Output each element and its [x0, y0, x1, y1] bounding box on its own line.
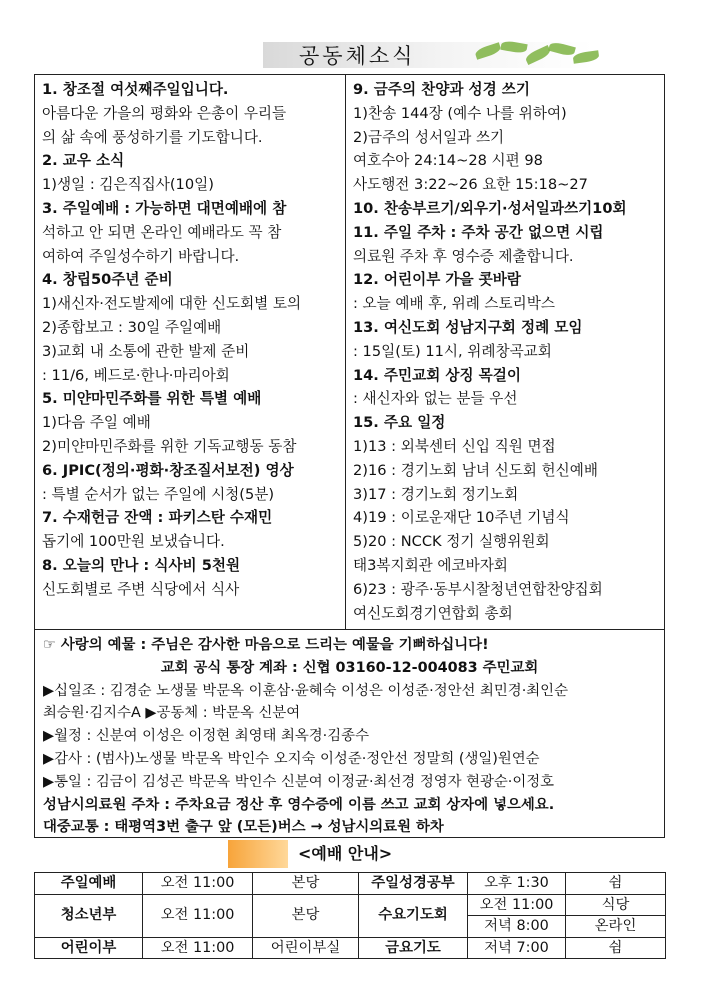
news-line: 3)교회 내 소통에 관한 발제 준비	[42, 342, 250, 360]
service-place: 식당	[566, 894, 666, 916]
tithe-list-continued: 최승원·김지수A ▶공동체 : 박문옥 신분여	[43, 705, 301, 722]
section-title-banner	[263, 38, 613, 70]
news-line: 1)다음 주일 예배	[42, 414, 151, 432]
service-place: 온라인	[566, 916, 666, 938]
service-time: 저녁 7:00	[468, 937, 566, 959]
news-line: 2)16 : 경기노회 남녀 신도회 헌신예배	[353, 461, 598, 479]
news-heading: 3. 주일예배 : 가능하면 대면예배에 참	[42, 199, 287, 217]
news-line: 아름다운 가을의 평화와 은총이 우리들	[42, 104, 287, 122]
service-time: 오전 11:00	[143, 873, 253, 895]
news-line: 신도회별로 주변 식당에서 식사	[42, 580, 240, 598]
offering-notice-box	[34, 630, 665, 838]
service-time: 저녁 8:00	[468, 916, 566, 938]
news-line: : 15일(토) 11시, 위례창곡교회	[353, 342, 552, 360]
service-name: 청소년부	[35, 894, 143, 937]
news-line: 석하고 안 되면 온라인 예배라도 꼭 참	[42, 223, 282, 241]
unification-offering-list: ▶통일 : 김금이 김성곤 박문옥 박인수 신분여 이정균·최선경 정영자 현광순·이정호	[43, 773, 555, 790]
news-line: 1)찬송 144장 (예수 나를 위하여)	[353, 104, 567, 122]
service-name: 어린이부	[35, 937, 143, 959]
bank-account: 교회 공식 통장 계좌 : 신협 03160-12-004083 주민교회	[160, 659, 539, 676]
service-guide-bar	[228, 840, 288, 868]
service-guide-banner	[228, 838, 484, 870]
news-heading: 10. 찬송부르기/외우기·성서일과쓰기10회	[353, 199, 627, 217]
news-line: 1)새신자·전도발제에 대한 신도회별 토의	[42, 295, 302, 313]
offering-heading: ☞ 사랑의 예물 : 주님은 감사한 마음으로 드리는 예물을 기뻐하십니다!	[43, 637, 489, 653]
news-line: 1)생일 : 김은직집사(10일)	[42, 176, 214, 194]
news-line: 여하여 주일성수하기 바랍니다.	[42, 247, 240, 265]
service-time: 오전 11:00	[143, 894, 253, 937]
news-line: 의료원 주차 후 영수증 제출합니다.	[353, 247, 574, 265]
news-heading: 7. 수재헌금 잔액 : 파키스탄 수재민	[42, 509, 273, 527]
table-row	[35, 873, 666, 895]
service-schedule-table	[34, 872, 666, 959]
news-line: 사도행전 3:22~26 요한 15:18~27	[353, 176, 588, 194]
news-line: 돕기에 100만원 보냈습니다.	[42, 533, 225, 551]
service-name: 금요기도	[359, 937, 468, 959]
service-name: 주일예배	[35, 873, 143, 895]
service-place: 쉼	[566, 937, 666, 959]
news-line: 2)종합보고 : 30일 주일예배	[42, 318, 222, 336]
news-heading: 5. 미얀마민주화를 위한 특별 예배	[42, 390, 262, 408]
service-name: 주일성경공부	[359, 873, 468, 895]
news-line: 의 삶 속에 풍성하기를 기도합니다.	[42, 128, 263, 146]
monthly-offering-list: ▶월정 : 신분여 이성은 이정현 최영태 최옥경·김종수	[43, 728, 369, 745]
service-name: 수요기도회	[359, 894, 468, 937]
news-line: 2)미얀마민주화를 위한 기독교행동 동참	[42, 437, 297, 455]
news-right-column	[346, 75, 664, 629]
thanks-offering-list: ▶감사 : (범사)노생물 박문옥 박인수 오지숙 이성준·정안선 정말희 (생일)원연순	[43, 750, 540, 767]
table-row	[35, 894, 666, 916]
service-place: 본당	[253, 873, 359, 895]
tithe-list: ▶십일조 : 김경순 노생물 박문옥 이훈삼·윤혜숙 이성은 이성준·정안선 최민경·최인순	[43, 682, 568, 699]
news-line: 3)17 : 경기노회 정기노회	[353, 485, 519, 503]
news-line: : 오늘 예배 후, 위례 스토리박스	[353, 295, 555, 313]
news-heading: 14. 주민교회 상징 목걸이	[353, 366, 521, 384]
news-line: : 새신자와 없는 분들 우선	[353, 390, 518, 408]
news-left-column	[35, 75, 346, 629]
news-line: 6)23 : 광주·동부시찰청년연합찬양집회	[353, 580, 603, 598]
table-row	[35, 937, 666, 959]
news-line: 1)13 : 외북센터 신입 직원 면접	[353, 437, 556, 455]
service-time: 오전 11:00	[143, 937, 253, 959]
news-line: 4)19 : 이로운재단 10주년 기념식	[353, 509, 570, 527]
news-heading: 6. JPIC(정의·평화·창조질서보전) 영상	[42, 461, 294, 479]
news-heading: 8. 오늘의 만나 : 식사비 5천원	[42, 556, 241, 574]
service-guide-title: <예배 안내>	[298, 844, 393, 863]
news-heading: 2. 교우 소식	[42, 152, 125, 170]
news-line: 5)20 : NCCK 정기 실행위원회	[353, 533, 550, 551]
news-heading: 11. 주일 주차 : 주차 공간 없으면 시립	[353, 223, 604, 241]
service-time: 오후 1:30	[468, 873, 566, 895]
service-time: 오전 11:00	[468, 894, 566, 916]
news-heading: 12. 어린이부 가을 콧바람	[353, 271, 521, 289]
news-line: : 11/6, 베드로·한나·마리아회	[42, 366, 230, 384]
news-heading: 13. 여신도회 성남지구회 정례 모임	[353, 318, 583, 336]
news-heading: 15. 주요 일정	[353, 414, 446, 432]
news-line: : 특별 순서가 없는 주일에 시청(5분)	[42, 485, 275, 503]
news-box	[34, 74, 665, 630]
news-line: 2)금주의 성서일과 쓰기	[353, 128, 505, 146]
page-title: 공동체소식	[299, 44, 416, 68]
service-place: 쉼	[566, 873, 666, 895]
parking-notice: 성남시의료원 주차 : 주차요금 정산 후 영수증에 이름 쓰고 교회 상자에 넣으세요.	[43, 796, 555, 813]
news-line: 여신도회경기연합회 총회	[353, 604, 513, 622]
news-heading: 1. 창조절 여섯째주일입니다.	[42, 81, 229, 98]
service-place: 어린이부실	[253, 937, 359, 959]
news-heading: 4. 창립50주년 준비	[42, 271, 173, 289]
service-place: 본당	[253, 894, 359, 937]
news-line: 여호수아 24:14~28 시편 98	[353, 152, 543, 170]
news-heading: 9. 금주의 찬양과 성경 쓰기	[353, 81, 530, 98]
transit-notice: 대중교통 : 태평역3번 출구 앞 (모든)버스 → 성남시의료원 하차	[43, 819, 444, 836]
news-line: 태3복지회관 에코바자회	[353, 556, 508, 574]
